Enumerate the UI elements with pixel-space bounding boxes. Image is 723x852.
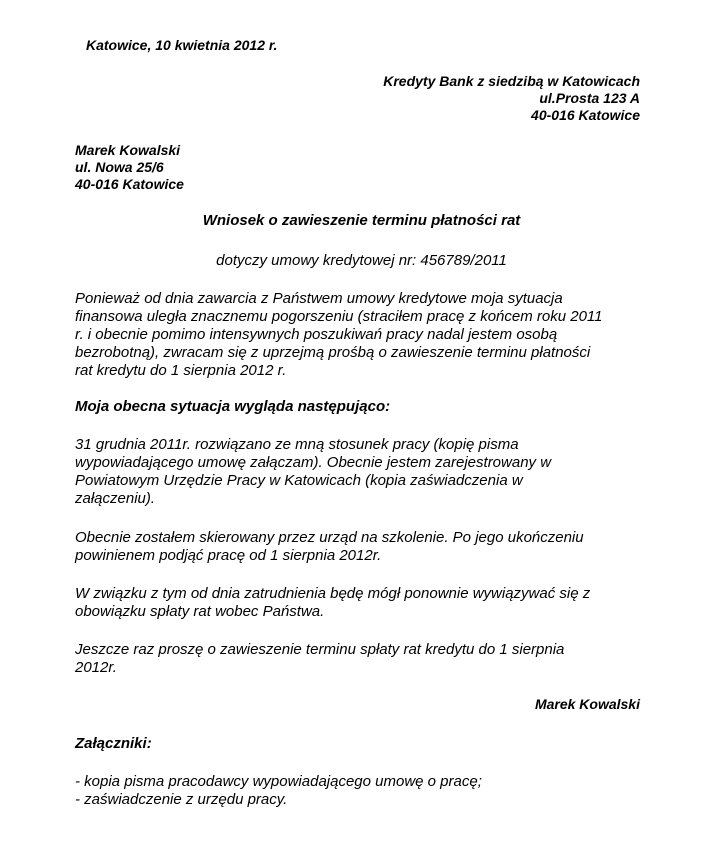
- paragraph-request: [75, 290, 640, 380]
- attachment-item: - kopia pisma pracodawcy wypowiadającego umowę o pracę;: [75, 773, 482, 790]
- paragraph-line: Powiatowym Urzędzie Pracy w Katowicach (kopia zaświadczenia w: [75, 472, 523, 489]
- signature: Marek Kowalski: [534, 696, 640, 712]
- contract-reference: dotyczy umowy kredytowej nr: 456789/2011: [216, 252, 507, 269]
- recipient-address: [383, 73, 640, 124]
- recipient-name: Kredyty Bank z siedzibą w Katowicach: [383, 73, 640, 89]
- paragraph-line: bezrobotną), zwracam się z uprzejmą prośbą o zawieszenie terminu płatności: [75, 344, 591, 361]
- paragraph-line: Ponieważ od dnia zawarcia z Państwem umowy kredytowe moja sytuacja: [75, 290, 563, 307]
- attachments-list: [75, 773, 482, 809]
- paragraph-closing-request: [75, 641, 640, 677]
- paragraph-training: [75, 529, 640, 565]
- recipient-street: ul.Prosta 123 A: [539, 90, 640, 106]
- paragraph-line: powinienem podjąć pracę od 1 sierpnia 2012r.: [75, 547, 382, 564]
- paragraph-line: r. i obecnie pomimo intensywnych poszukiwań pracy nadal jestem osobą: [75, 326, 558, 343]
- letter-date: Katowice, 10 kwietnia 2012 r.: [86, 37, 278, 53]
- paragraph-line: 2012r.: [75, 659, 117, 676]
- letter-title: Wniosek o zawieszenie terminu płatności rat: [202, 212, 521, 229]
- sender-name: Marek Kowalski: [75, 142, 181, 158]
- paragraph-line: załączeniu).: [75, 490, 156, 507]
- paragraph-line: Jeszcze raz proszę o zawieszenie terminu spłaty rat kredytu do 1 sierpnia: [75, 641, 565, 658]
- sender-street: ul. Nowa 25/6: [75, 159, 164, 175]
- paragraph-employment: [75, 436, 640, 508]
- attachment-item: - zaświadczenie z urzędu pracy.: [75, 791, 288, 808]
- paragraph-line: finansowa uległa znacznemu pogorszeniu (straciłem pracę z końcem roku 2011: [75, 308, 603, 325]
- paragraph-repayment: [75, 585, 640, 621]
- paragraph-line: W związku z tym od dnia zatrudnienia będę mógł ponownie wywiązywać się z: [75, 585, 591, 602]
- situation-heading: Moja obecna sytuacja wygląda następująco:: [75, 398, 391, 415]
- paragraph-line: obowiązku spłaty rat wobec Państwa.: [75, 603, 325, 620]
- paragraph-line: wypowiadającego umowę załączam). Obecnie jestem zarejestrowany w: [75, 454, 552, 471]
- attachments-heading: Załączniki:: [75, 735, 152, 752]
- sender-address: [75, 142, 184, 193]
- recipient-city: 40-016 Katowice: [531, 107, 640, 123]
- paragraph-line: Obecnie zostałem skierowany przez urząd na szkolenie. Po jego ukończeniu: [75, 529, 584, 546]
- sender-city: 40-016 Katowice: [75, 176, 184, 192]
- paragraph-line: rat kredytu do 1 sierpnia 2012 r.: [75, 362, 287, 379]
- paragraph-line: 31 grudnia 2011r. rozwiązano ze mną stosunek pracy (kopię pisma: [75, 436, 519, 453]
